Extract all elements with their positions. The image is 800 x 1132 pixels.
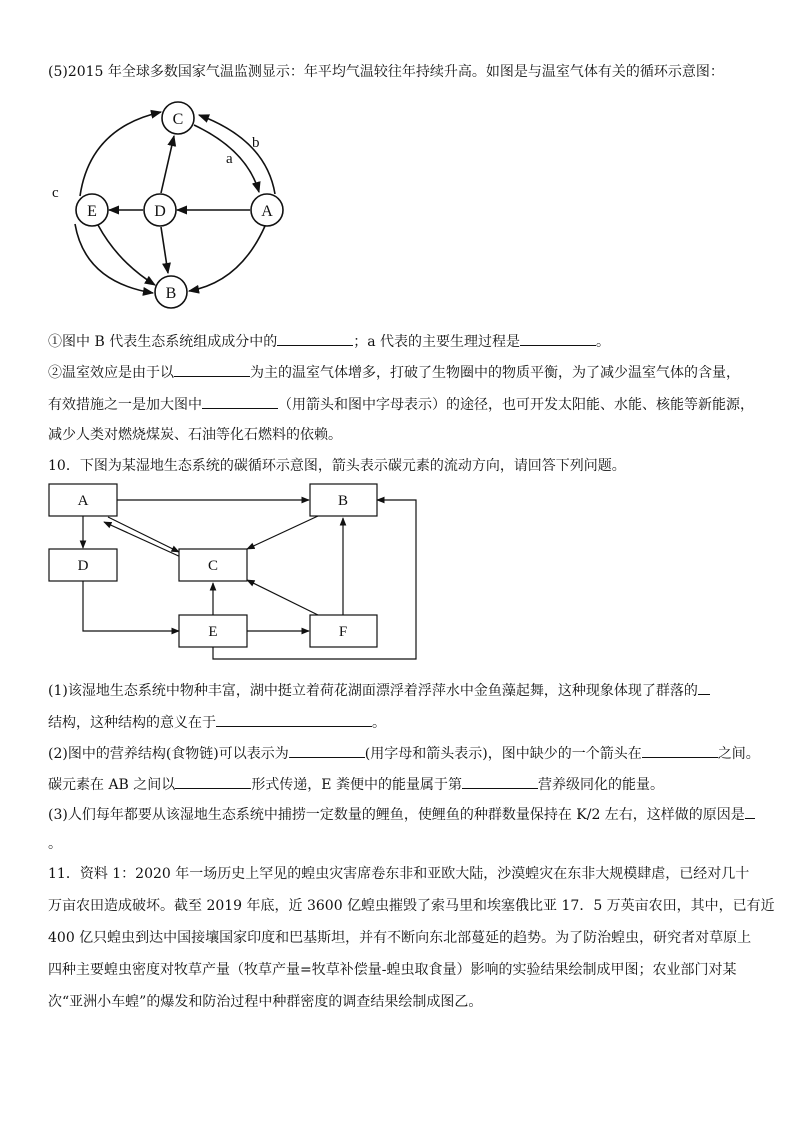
arrow-D-to-B	[161, 227, 168, 273]
arrow-E-to-C	[80, 112, 161, 196]
box-E-label: E	[208, 624, 218, 640]
box-B-label: B	[337, 493, 349, 509]
box-D-label: D	[77, 558, 89, 574]
q9-sub2-line3: 减少人类对燃烧煤炭、石油等化石燃料的依赖。	[48, 427, 342, 443]
arrow-D-to-E	[83, 581, 179, 631]
node-C-label: C	[172, 111, 184, 128]
answer-blank[interactable]	[174, 362, 250, 377]
arrow-A-to-B	[189, 226, 265, 291]
q10-part3-line1: (3)人们每年都要从该湿地生态系统中捕捞一定数量的鲤鱼，使鲤鱼的种群数量保持在 K/2 左右，这样做的原因是	[48, 804, 755, 825]
q10-part2-line2: 碳元素在 AB 之间以 形式传递，E 粪便中的能量属于第 营养级同化的能量。	[48, 774, 664, 795]
q9-sub2-line1: ②温室效应是由于以 为主的温室气体增多，打破了生物圈中的物质平衡，为了减少温室气体的含量，	[48, 362, 740, 383]
q10-part2-line1: (2)图中的营养结构(食物链)可以表示为 (用字母和箭头表示)，图中缺少的一个箭头在 之间。	[48, 743, 760, 764]
node-E-label: E	[87, 203, 97, 220]
arrow-B-to-C	[247, 516, 318, 549]
node-D-label: D	[154, 203, 166, 220]
q10-part3-line2: 。	[48, 836, 62, 852]
box-F-label: F	[338, 624, 348, 640]
answer-blank[interactable]	[642, 743, 718, 758]
answer-blank[interactable]	[520, 331, 596, 346]
arrow-F-to-C	[247, 580, 318, 615]
answer-blank[interactable]	[698, 680, 710, 695]
answer-blank[interactable]	[289, 743, 365, 758]
answer-blank[interactable]	[175, 774, 251, 789]
q11-line2: 万亩农田造成破坏。截至 2019 年底，近 3600 亿蝗虫摧毁了索马里和埃塞俄比亚 17．5 万英亩农田，其中，已有近	[48, 898, 775, 914]
answer-blank[interactable]	[216, 712, 372, 727]
q9-sub2-line2: 有效措施之一是加大图中 （用箭头和图中字母表示）的途径，也可开发太阳能、水能、核能等新能源，	[48, 394, 754, 415]
answer-blank[interactable]	[202, 394, 278, 409]
answer-blank[interactable]	[277, 331, 353, 346]
q10-part1-line2: 结构，这种结构的意义在于 。	[48, 712, 386, 733]
q9-sub1: ①图中 B 代表生态系统组成成分中的 ；a 代表的主要生理过程是 。	[48, 331, 610, 352]
arrow-A-to-C	[108, 517, 179, 552]
box-A-label: A	[77, 493, 89, 509]
box-C-label: C	[207, 558, 219, 574]
greenhouse-cycle-diagram	[50, 98, 300, 313]
q11-line3: 400 亿只蝗虫到达中国接壤国家印度和巴基斯坦，并有不断向东北部蔓延的趋势。为了防治蝗虫，研究者对草原上	[48, 930, 752, 946]
q11-line4: 四种主要蝗虫密度对牧草产量（牧草产量=牧草补偿量-蝗虫取食量）影响的实验结果绘制成甲图；农业部门对某	[48, 962, 737, 978]
answer-blank[interactable]	[462, 774, 538, 789]
node-B-label: B	[165, 285, 177, 302]
edge-label-a: a	[226, 151, 233, 167]
wetland-carbon-cycle-diagram	[45, 482, 425, 664]
arrow-E-to-B-outer	[75, 224, 153, 293]
q10-part1-line1: (1)该湿地生态系统中物种丰富，湖中挺立着荷花湖面漂浮着浮萍水中金鱼藻起舞，这种现象体现了群落的	[48, 680, 710, 701]
q11-line5: 次“亚洲小车蝗”的爆发和防治过程中种群密度的调查结果绘制成图乙。	[48, 994, 483, 1010]
answer-blank[interactable]	[745, 804, 755, 819]
node-A-label: A	[261, 203, 273, 220]
q11-line1: 11．资料 1：2020 年一场历史上罕见的蝗虫灾害席卷东非和亚欧大陆，沙漠蝗灾在东非大规模肆虐，已经对几十	[48, 866, 750, 882]
q9-part5-intro: (5)2015 年全球多数国家气温监测显示：年平均气温较往年持续升高。如图是与温室气体有关的循环示意图：	[48, 64, 724, 80]
arrow-D-to-C	[161, 136, 174, 193]
edge-label-c: c	[52, 185, 59, 201]
edge-label-b: b	[252, 135, 260, 151]
q10-stem: 10．下图为某湿地生态系统的碳循环示意图，箭头表示碳元素的流动方向，请回答下列问题。	[48, 458, 626, 474]
